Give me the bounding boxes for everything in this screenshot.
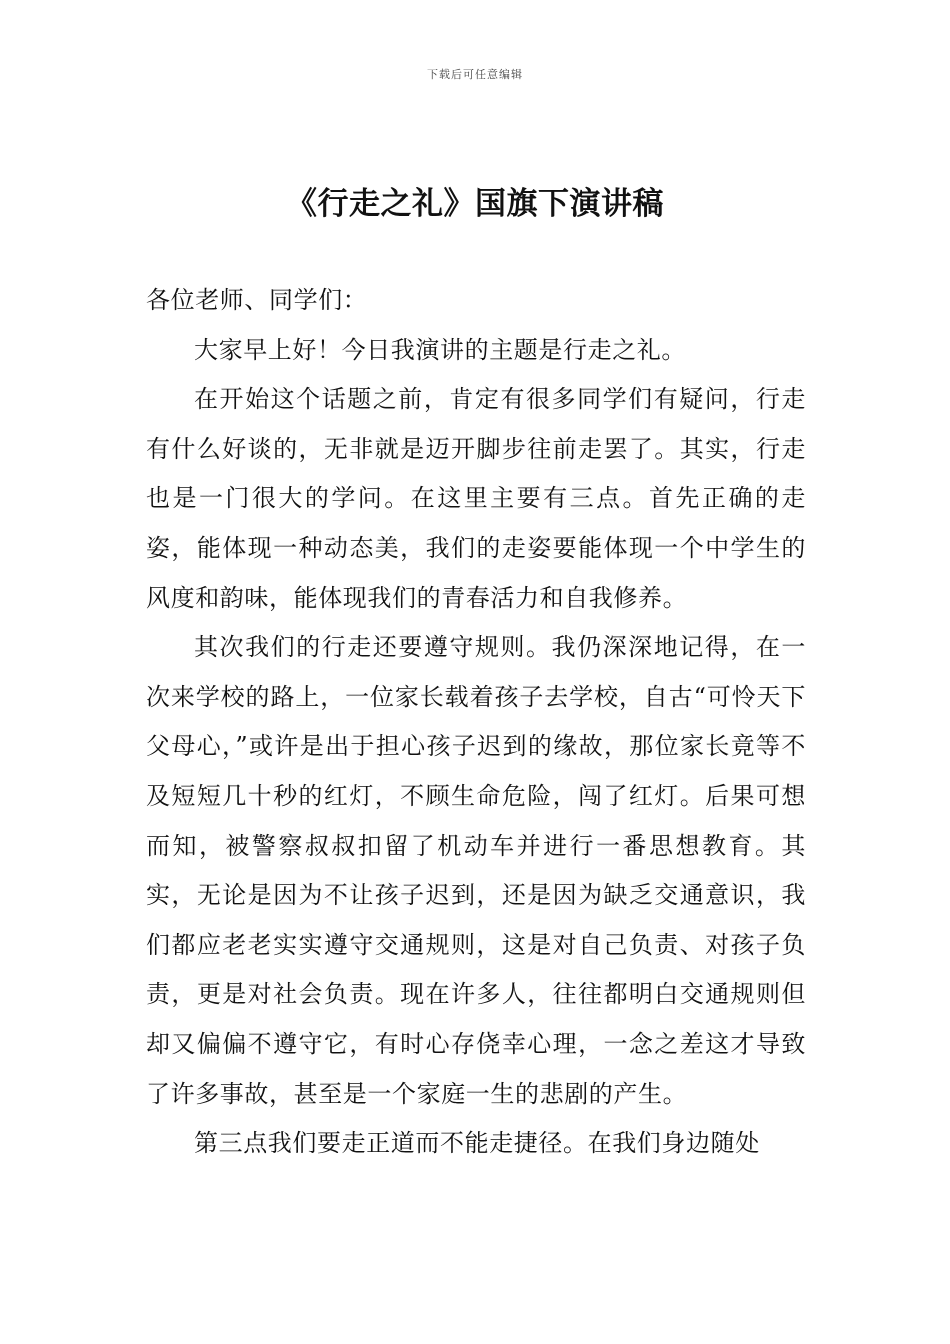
salutation: 各位老师、同学们：: [146, 286, 368, 314]
paragraph-greeting: 大家早上好！今日我演讲的主题是行走之礼。: [194, 335, 686, 364]
document-title: 《行走之礼》国旗下演讲稿: [286, 186, 664, 222]
paragraph-traffic-rules: 其次我们的行走还要遵守规则。我仍深深地记得，在一次来学校的路上，一位家长载着孩子去学校，自古“可怜天下父母心，”或许是出于担心孩子迟到的缘故，那位家长竟等不及短短几十秒的红灯，不顾生命危险，闯了红灯。后果可想而知，被警察叔叔扣留了机动车并进行一番思想教育。其实，无论是因为不让孩子迟到，还是因为缺乏交通意识，我们都应老老实实遵守交通规则，这是对自己负责、对孩子负责，更是对社会负责。现在许多人，往往都明白交通规则但却又偏偏不遵守它，有时心存侥幸心理，一念之差这才导致了许多事故，甚至是一个家庭一生的悲剧的产生。: [146, 633, 806, 1108]
paragraph-right-path: 第三点我们要走正道而不能走捷径。在我们身边随处: [194, 1129, 760, 1158]
paragraph-walking-posture: 在开始这个话题之前，肯定有很多同学们有疑问，行走有什么好谈的，无非就是迈开脚步往前走罢了。其实，行走也是一门很大的学问。在这里主要有三点。首先正确的走姿，能体现一种动态美，我们的走姿要能体现一个中学生的风度和韵味，能体现我们的青春活力和自我修养。: [146, 385, 806, 612]
document-body: [146, 276, 806, 1169]
header-note: 下载后可任意编辑: [427, 68, 523, 81]
